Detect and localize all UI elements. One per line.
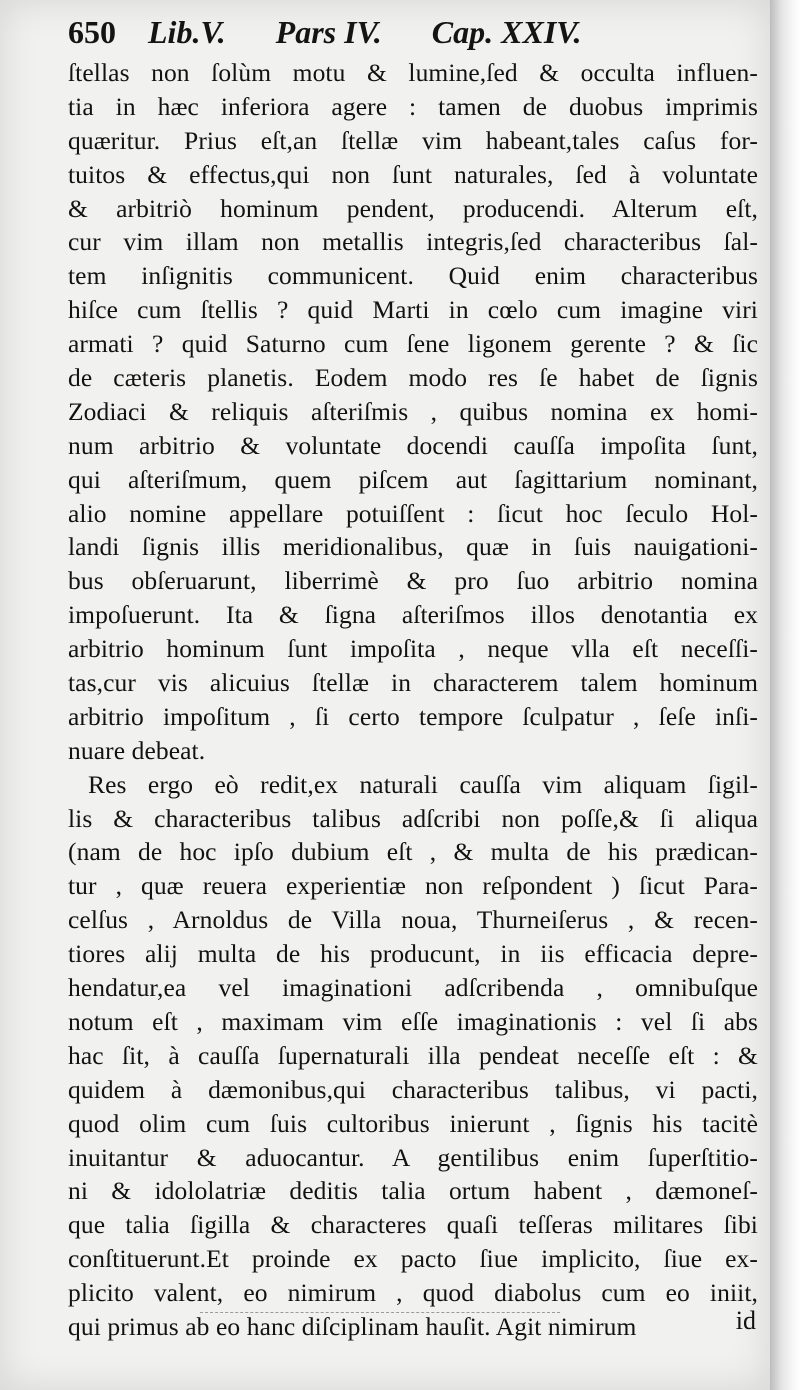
text-line: quod olim cum ſuis cultoribus inierunt , ſignis his tacitè xyxy=(68,1108,758,1138)
text-line: impoſuerunt. Ita & ſigna aſteriſmos illos denotantia ex xyxy=(68,600,758,630)
text-line: num arbitrio & voluntate docendi cauſſa impoſita ſunt, xyxy=(68,430,758,460)
text-line: plicito valent, eo nimirum , quod diabolus cum eo iniit, xyxy=(68,1278,758,1308)
text-line: ni & idololatriæ deditis talia ortum habent , dæmoneſ- xyxy=(68,1176,758,1206)
text-line: de cæteris planetis. Eodem modo res ſe habet de ſignis xyxy=(68,363,758,393)
text-line: quæritur. Prius eſt,an ſtellæ vim habeant,tales caſus for- xyxy=(68,125,758,155)
text-line: qui aſteriſmum, quem piſcem aut ſagittarium nominant, xyxy=(68,464,758,494)
text-line: bus obſeruarunt, liberrimè & pro ſuo arbitrio nomina xyxy=(68,566,758,596)
text-line: landi ſignis illis meridionalibus, quæ in ſuis nauigationi- xyxy=(68,532,758,562)
text-line: Res ergo eò redit,ex naturali cauſſa vim aliquam ſigil- xyxy=(88,769,758,799)
text-line: tuitos & effectus,qui non ſunt naturales, ſed à voluntate xyxy=(68,159,758,189)
text-line: notum eſt , maximam vim eſſe imaginationis : vel ſi abs xyxy=(68,1006,758,1036)
page-number: 650 xyxy=(68,14,116,50)
text-line: armati ? quid Saturno cum ſene ligonem gerente ? & ſic xyxy=(68,329,758,359)
text-line: tiores alij multa de his producunt, in iis efficacia depre- xyxy=(68,939,758,969)
text-line: qui primus ab eo hanc diſciplinam hauſit. Agit nimirum xyxy=(68,1311,637,1341)
chapter-label: Cap. XXIV. xyxy=(431,14,582,50)
text-line: celſus , Arnoldus de Villa noua, Thurneiſerus , & recen- xyxy=(68,905,758,935)
body-text xyxy=(68,56,758,1344)
text-line: lis & characteribus talibus adſcribi non poſſe,& ſi aliqua xyxy=(68,803,758,833)
part-label: Pars IV. xyxy=(275,14,382,50)
text-line: alio nomine appellare potuiſſent : ſicut hoc ſeculo Hol- xyxy=(68,498,758,528)
page-edge-shadow xyxy=(770,0,800,1390)
text-line: arbitrio hominum ſunt impoſita , neque vlla eſt neceſſi- xyxy=(68,634,758,664)
text-line: ſtellas non ſolùm motu & lumine,ſed & occulta influen- xyxy=(68,58,758,87)
text-line: hac ſit, à cauſſa ſupernaturali illa pendeat neceſſe eſt : & xyxy=(68,1040,758,1070)
running-header xyxy=(68,14,768,54)
text-line: cur vim illam non metallis integris,ſed characteribus ſal- xyxy=(68,227,758,257)
text-line: tem inſignitis communicent. Quid enim characteribus xyxy=(68,261,758,291)
text-line: conſtituerunt.Et proinde ex pacto ſiue implicito, ſiue ex- xyxy=(68,1244,758,1274)
text-line: quidem à dæmonibus,qui characteribus talibus, vi pacti, xyxy=(68,1074,758,1104)
book-label: Lib.V. xyxy=(148,14,226,50)
text-line: tur , quæ reuera experientiæ non reſpondent ) ſicut Para- xyxy=(68,871,758,901)
text-line: nuare debeat. xyxy=(68,735,206,765)
text-line: inuitantur & aduocantur. A gentilibus enim ſuperſtitio- xyxy=(68,1142,758,1172)
text-line: Zodiaci & reliquis aſteriſmis , quibus nomina ex homi- xyxy=(68,396,758,426)
text-line: que talia ſigilla & characteres quaſi teſſeras militares ſibi xyxy=(68,1210,758,1240)
text-line: & arbitriò hominum pendent, producendi. Alterum eſt, xyxy=(68,193,758,223)
text-line: tas,cur vis alicuius ſtellæ in characterem talem hominum xyxy=(68,668,758,698)
catchword: id xyxy=(735,1306,756,1335)
text-line: hiſce cum ſtellis ? quid Marti in cœlo cum imagine viri xyxy=(68,295,758,325)
text-line: hendatur,ea vel imaginationi adſcribenda , omnibuſque xyxy=(68,973,758,1003)
text-line: tia in hæc inferiora agere : tamen de duobus imprimis xyxy=(68,91,758,121)
text-line: arbitrio impoſitum , ſi certo tempore ſculpatur , ſeſe inſi- xyxy=(68,701,758,731)
text-line: (nam de hoc ipſo dubium eſt , & multa de his prædican- xyxy=(68,837,758,867)
bottom-rule xyxy=(200,1312,560,1313)
